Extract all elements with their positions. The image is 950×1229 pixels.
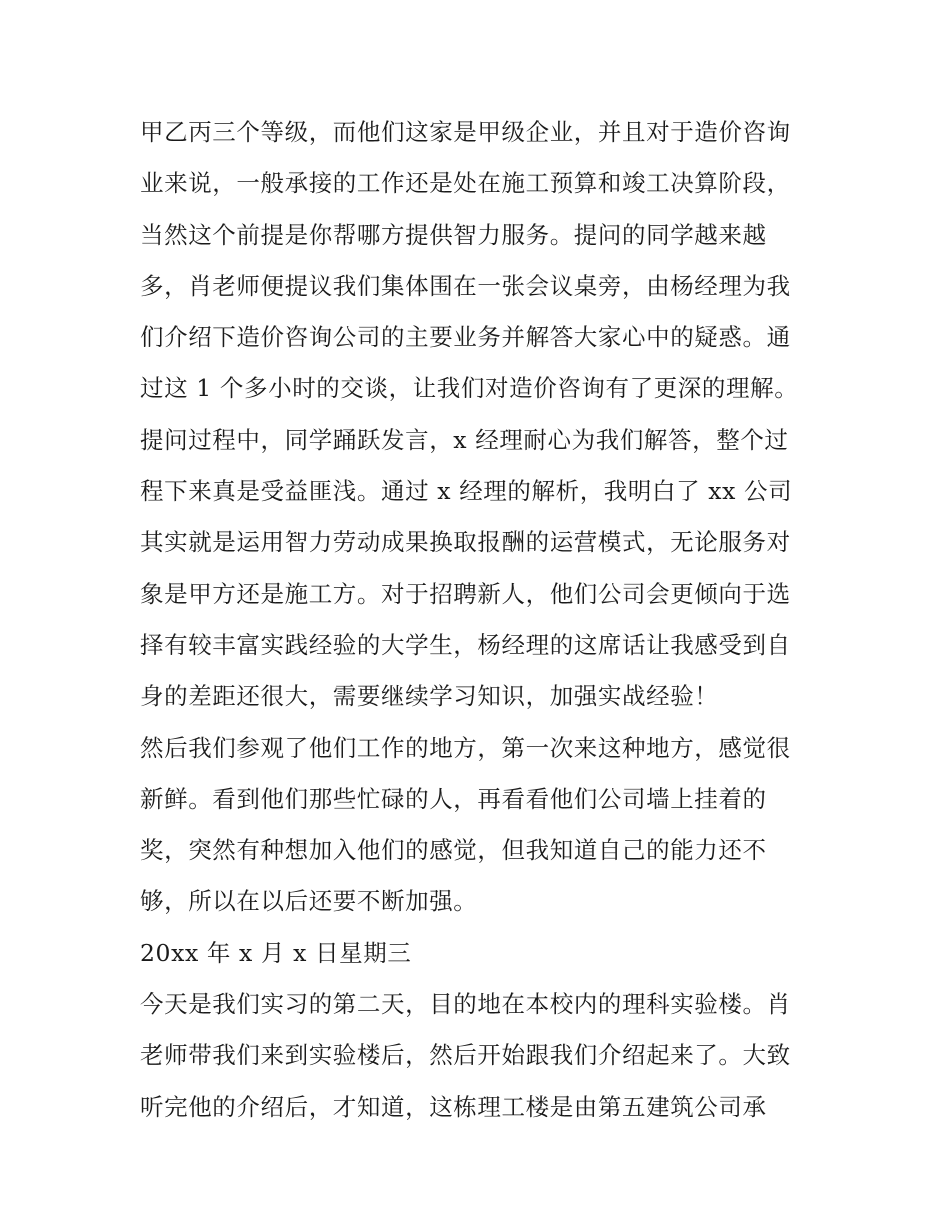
- text-line: 们介绍下造价咨询公司的主要业务并解答大家心中的疑惑。通: [140, 323, 791, 352]
- text-line: 今天是我们实习的第二天，目的地在本校内的理科实验楼。肖: [140, 990, 791, 1019]
- text-line: 然后我们参观了他们工作的地方，第一次来这种地方，感觉很: [140, 733, 791, 762]
- text-line: 听完他的介绍后，才知道，这栋理工楼是由第五建筑公司承: [140, 1092, 767, 1121]
- text-line: 多，肖老师便提议我们集体围在一张会议桌旁，由杨经理为我: [140, 271, 791, 300]
- text-line: 甲乙丙三个等级，而他们这家是甲级企业，并且对于造价咨询: [140, 118, 791, 146]
- body-text: [140, 107, 840, 1133]
- text-line: 业来说，一般承接的工作还是处在施工预算和竣工决算阶段，: [140, 169, 791, 198]
- text-line: 过这 1 个多小时的交谈，让我们对造价咨询有了更深的理解。: [140, 374, 799, 403]
- text-line: 象是甲方还是施工方。对于招聘新人，他们公司会更倾向于选: [140, 579, 791, 608]
- text-line: 程下来真是受益匪浅。通过 x 经理的解析，我明白了 xx 公司: [140, 477, 793, 506]
- text-line: 奖，突然有种想加入他们的感觉，但我知道自己的能力还不: [140, 836, 767, 865]
- text-line: 够，所以在以后还要不断加强。: [140, 887, 478, 916]
- text-line: 其实就是运用智力劳动成果换取报酬的运营模式，无论服务对: [140, 528, 791, 557]
- text-line: 择有较丰富实践经验的大学生，杨经理的这席话让我感受到自: [140, 630, 791, 659]
- text-line: 新鲜。看到他们那些忙碌的人，再看看他们公司墙上挂着的: [140, 784, 767, 813]
- text-line: 当然这个前提是你帮哪方提供智力服务。提问的同学越来越: [140, 220, 767, 249]
- date-heading: 20xx 年 x 月 x 日星期三: [140, 938, 412, 967]
- text-line: 身的差距还很大，需要继续学习知识，加强实战经验！: [140, 682, 719, 711]
- text-line: 提问过程中，同学踊跃发言，x 经理耐心为我们解答，整个过: [140, 425, 789, 454]
- text-line: 老师带我们来到实验楼后，然后开始跟我们介绍起来了。大致: [140, 1041, 791, 1070]
